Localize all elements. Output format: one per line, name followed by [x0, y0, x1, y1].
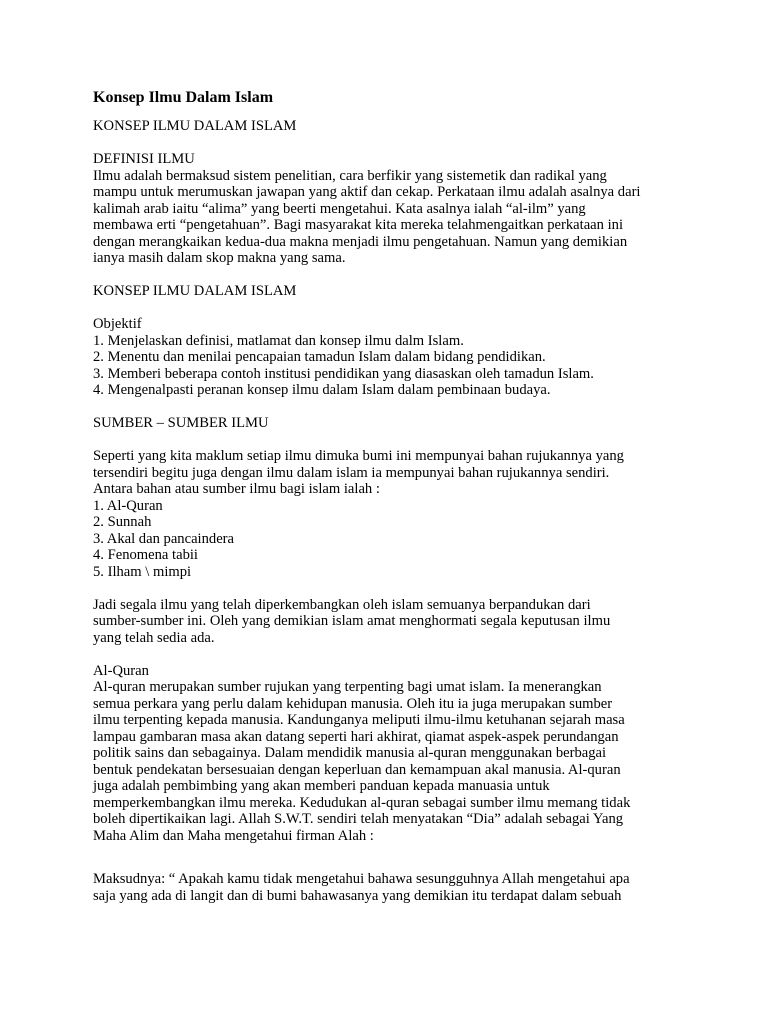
- maksudnya-paragraph: [93, 871, 693, 904]
- heading-alquran: Al-Quran: [93, 662, 149, 679]
- objektif-item: 4. Mengenalpasti peranan konsep ilmu dalam Islam dalam pembinaan budaya.: [93, 382, 551, 398]
- definisi-paragraph: [93, 168, 693, 267]
- sumber-line: Antara bahan atau sumber ilmu bagi islam ialah :: [93, 481, 380, 497]
- heading-definisi: DEFINISI ILMU: [93, 151, 195, 167]
- sumber-item: 3. Akal dan pancaindera: [93, 530, 235, 547]
- objektif-list: [93, 333, 693, 399]
- alquran-line: juga adalah pembimbing yang akan memberi panduan kepada manuasia untuk: [93, 778, 550, 794]
- alquran-paragraph: [93, 679, 693, 844]
- alquran-line: boleh dipertikaikan lagi. Allah S.W.T. sendiri telah menyatakan “Dia” adalah sebagai Yang: [93, 811, 624, 827]
- definisi-line: membawa erti “pengetahuan”. Bagi masyarakat kita mereka telahmengaitkan perkataan ini: [93, 217, 623, 233]
- definisi-line: ianya masih dalam skop makna yang sama.: [93, 250, 346, 266]
- maksudnya-line: Maksudnya: “ Apakah kamu tidak mengetahui bahawa sesungguhnya Allah mengetahui apa: [93, 871, 630, 887]
- sumber-paragraph: [93, 448, 693, 498]
- alquran-line: Al-quran merupakan sumber rujukan yang terpenting bagi umat islam. Ia menerangkan: [93, 679, 602, 695]
- alquran-line: bentuk pendekatan bersesuaian dengan keperluan dan kemampuan akal manusia. Al-quran: [93, 761, 621, 778]
- heading-konsep-2: KONSEP ILMU DALAM ISLAM: [93, 283, 297, 299]
- definisi-line: mampu untuk merumuskan jawapan yang aktif dan cekap. Perkataan ilmu adalah asalnya dari: [93, 184, 641, 200]
- definisi-line: dengan merangkaikan kedua-dua makna menjadi ilmu pengetahuan. Namun yang demikian: [93, 233, 628, 250]
- alquran-line: memperkembangkan ilmu mereka. Kedudukan al-quran sebagai sumber ilmu memang tidak: [93, 794, 631, 811]
- jadi-line: yang telah sedia ada.: [93, 629, 215, 646]
- definisi-line: kalimah arab iaitu “alima” yang beerti mengetahui. Kata asalnya ialah “al-ilm” yang: [93, 200, 586, 217]
- sumber-line: Seperti yang kita maklum setiap ilmu dimuka bumi ini mempunyai bahan rujukannya yang: [93, 448, 624, 464]
- alquran-line: lampau gambaran masa akan datang seperti hari akhirat, qiamat aspek-aspek perundangan: [93, 728, 619, 745]
- heading-konsep-1: KONSEP ILMU DALAM ISLAM: [93, 118, 297, 134]
- sumber-list: [93, 498, 693, 581]
- sumber-item: 5. Ilham \ mimpi: [93, 563, 192, 580]
- alquran-line: politik sains dan sebagainya. Dalam mendidik manusia al-quran menggunakan berbagai: [93, 745, 607, 761]
- sumber-item: 1. Al-Quran: [93, 497, 163, 514]
- alquran-line: ilmu terpenting kepada manusia. Kandunganya meliputi ilmu-ilmu ketuhanan sejarah masa: [93, 712, 625, 728]
- alquran-line: Maha Alim dan Maha mengetahui firman Alah :: [93, 827, 374, 844]
- heading-sumber: SUMBER – SUMBER ILMU: [93, 415, 269, 431]
- heading-objektif: Objektif: [93, 316, 142, 332]
- sumber-item: 4. Fenomena tabii: [93, 547, 198, 563]
- document-page: [93, 88, 693, 904]
- alquran-line: semua perkara yang perlu dalam kehidupan manusia. Oleh itu ia juga merupakan sumber: [93, 695, 613, 712]
- sumber-item: 2. Sunnah: [93, 514, 152, 530]
- jadi-line: Jadi segala ilmu yang telah diperkembangkan oleh islam semuanya berpandukan dari: [93, 596, 591, 613]
- objektif-item: 3. Memberi beberapa contoh institusi pendidikan yang diasaskan oleh tamadun Islam.: [93, 365, 594, 382]
- jadi-line: sumber-sumber ini. Oleh yang demikian islam amat menghormati segala keputusan ilmu: [93, 613, 611, 629]
- sumber-line: tersendiri begitu juga dengan ilmu dalam islam ia mempunyai bahan rujukannya sendiri.: [93, 464, 610, 481]
- document-title: Konsep Ilmu Dalam Islam: [93, 89, 274, 106]
- definisi-line: Ilmu adalah bermaksud sistem penelitian, cara berfikir yang sistemetik dan radikal yang: [93, 167, 607, 184]
- objektif-item: 2. Menentu dan menilai pencapaian tamadun Islam dalam bidang pendidikan.: [93, 349, 546, 365]
- objektif-item: 1. Menjelaskan definisi, matlamat dan konsep ilmu dalm Islam.: [93, 332, 464, 349]
- jadi-paragraph: [93, 597, 693, 647]
- maksudnya-line: saja yang ada di langit dan di bumi bahawasanya yang demikian itu terdapat dalam sebuah: [93, 887, 622, 904]
